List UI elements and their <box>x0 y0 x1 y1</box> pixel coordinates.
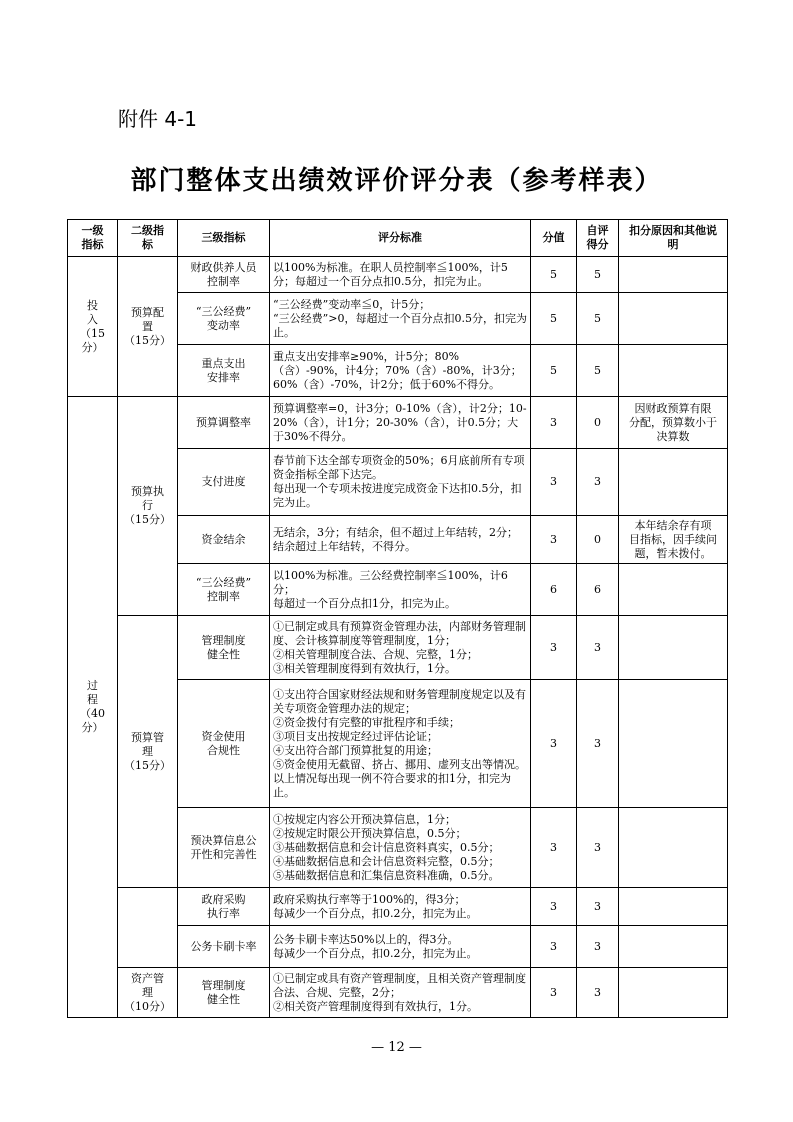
level3-cell: 政府采购 执行率 <box>178 888 270 926</box>
table-row <box>68 968 728 1018</box>
header-standard: 评分标准 <box>270 220 531 257</box>
note-cell: 本年结余存有项 目指标，因手续问 题，暂未拨付。 <box>619 516 728 564</box>
self-score-cell: 3 <box>577 808 619 888</box>
table-row <box>68 257 728 293</box>
header-deduct-reason: 扣分原因和其他说 明 <box>619 220 728 257</box>
level3-cell: 预决算信息公 开性和完善性 <box>178 808 270 888</box>
self-score-cell: 3 <box>577 968 619 1018</box>
score-cell: 5 <box>531 257 577 293</box>
header-level2: 二级指 标 <box>118 220 178 257</box>
self-score-cell: 6 <box>577 564 619 616</box>
score-cell: 3 <box>531 808 577 888</box>
note-cell <box>619 968 728 1018</box>
standard-cell: 政府采购执行率等于100%的，得3分； 每减少一个百分点，扣0.2分，扣完为止。 <box>270 888 531 926</box>
standard-cell: ①按规定内容公开预决算信息，1分； ②按规定时限公开预决算信息，0.5分； ③基础数据信息和会计信息资料真实，0.5分； ④基础数据信息和会计信息资料完整，0.5分； ⑤基础数据信息和汇集信息资料准确，0.5分。 <box>270 808 531 888</box>
attachment-label: 附件 4-1 <box>118 107 198 131</box>
score-cell: 3 <box>531 397 577 449</box>
page-number: — 12 — <box>371 1040 422 1055</box>
level3-cell: “三公经费” 控制率 <box>178 564 270 616</box>
score-cell: 5 <box>531 345 577 397</box>
level2-empty <box>118 888 178 968</box>
self-score-cell: 0 <box>577 516 619 564</box>
score-cell: 3 <box>531 616 577 680</box>
self-score-cell: 3 <box>577 680 619 808</box>
page-title: 部门整体支出绩效评价评分表（参考样表） <box>130 166 663 196</box>
standard-cell: “三公经费”变动率≦0，计5分； “三公经费”>0，每超过一个百分点扣0.5分，扣完为止。 <box>270 293 531 345</box>
note-cell: 因财政预算有限 分配，预算数小于 决算数 <box>619 397 728 449</box>
note-cell <box>619 888 728 926</box>
standard-cell: 春节前下达全部专项资金的50%；6月底前所有专项资金指标全部下达完。 每出现一个专项未按进度完成资金下达扣0.5分，扣完为止。 <box>270 449 531 516</box>
self-score-cell: 0 <box>577 397 619 449</box>
standard-cell: 公务卡刷卡率达50%以上的，得3分。 每减少一个百分点，扣0.2分，扣完为止。 <box>270 926 531 968</box>
note-cell <box>619 293 728 345</box>
level1-process: 过 程 （40 分） <box>68 397 118 1018</box>
score-cell: 3 <box>531 680 577 808</box>
header-level3: 三级指标 <box>178 220 270 257</box>
standard-cell: ①已制定或具有预算资金管理办法，内部财务管理制度、会计核算制度等管理制度，1分； ②相关管理制度合法、合规、完整，1分； ③相关管理制度得到有效执行，1分。 <box>270 616 531 680</box>
level3-cell: 管理制度 健全性 <box>178 616 270 680</box>
score-cell: 3 <box>531 968 577 1018</box>
score-cell: 3 <box>531 449 577 516</box>
self-score-cell: 5 <box>577 293 619 345</box>
level3-cell: “三公经费” 变动率 <box>178 293 270 345</box>
note-cell <box>619 449 728 516</box>
level3-cell: 财政供养人员 控制率 <box>178 257 270 293</box>
header-level1: 一级 指标 <box>68 220 118 257</box>
standard-cell: 重点支出安排率≥90%，计5分；80%（含）-90%，计4分；70%（含）-80%，计3分；60%（含）-70%，计2分；低于60%不得分。 <box>270 345 531 397</box>
standard-cell: 无结余，3分；有结余，但不超过上年结转，2分；结余超过上年结转，不得分。 <box>270 516 531 564</box>
level1-input: 投 入 （15 分） <box>68 257 118 397</box>
self-score-cell: 3 <box>577 449 619 516</box>
level3-cell: 预算调整率 <box>178 397 270 449</box>
score-cell: 5 <box>531 293 577 345</box>
level2-budget-mgmt: 预算管 理 （15分） <box>118 616 178 888</box>
level3-cell: 资金使用 合规性 <box>178 680 270 808</box>
standard-cell: 以100%为标准。在职人员控制率≦100%，计5分；每超过一个百分点扣0.5分，扣完为止。 <box>270 257 531 293</box>
note-cell <box>619 616 728 680</box>
level2-asset-mgmt: 资产管 理 （10分） <box>118 968 178 1018</box>
score-cell: 6 <box>531 564 577 616</box>
standard-cell: 以100%为标准。三公经费控制率≦100%，计6分； 每超过一个百分点扣1分，扣完为止。 <box>270 564 531 616</box>
level3-cell: 重点支出 安排率 <box>178 345 270 397</box>
standard-cell: ①已制定或具有资产管理制度，且相关资产管理制度合法、合规、完整，2分； ②相关资产管理制度得到有效执行，1分。 <box>270 968 531 1018</box>
note-cell <box>619 345 728 397</box>
standard-cell: 预算调整率=0，计3分；0-10%（含），计2分；10-20%（含），计1分；20-30%（含），计0.5分；大于30%不得分。 <box>270 397 531 449</box>
note-cell <box>619 257 728 293</box>
score-table <box>67 219 728 1018</box>
level3-cell: 资金结余 <box>178 516 270 564</box>
self-score-cell: 5 <box>577 345 619 397</box>
self-score-cell: 3 <box>577 616 619 680</box>
note-cell <box>619 564 728 616</box>
score-cell: 3 <box>531 926 577 968</box>
self-score-cell: 3 <box>577 926 619 968</box>
self-score-cell: 5 <box>577 257 619 293</box>
table-row <box>68 397 728 449</box>
header-score: 分值 <box>531 220 577 257</box>
level3-cell: 管理制度 健全性 <box>178 968 270 1018</box>
table-row <box>68 616 728 680</box>
level2-budget-exec: 预算执 行 （15分） <box>118 397 178 616</box>
level2-budget-config: 预算配 置 （15分） <box>118 257 178 397</box>
score-cell: 3 <box>531 516 577 564</box>
note-cell <box>619 926 728 968</box>
level3-cell: 支付进度 <box>178 449 270 516</box>
score-cell: 3 <box>531 888 577 926</box>
self-score-cell: 3 <box>577 888 619 926</box>
note-cell <box>619 680 728 808</box>
standard-cell: ①支出符合国家财经法规和财务管理制度规定以及有关专项资金管理办法的规定； ②资金拨付有完整的审批程序和手续； ③项目支出按规定经过评估论证； ④支出符合部门预算批复的用途； ⑤资金使用无截留、挤占、挪用、虚列支出等情况。以上情况每出现一例不符合要求的扣1分，扣完为止。 <box>270 680 531 808</box>
header-self-score: 自评 得分 <box>577 220 619 257</box>
table-row <box>68 888 728 926</box>
level3-cell: 公务卡刷卡率 <box>178 926 270 968</box>
header-row <box>68 220 728 257</box>
note-cell <box>619 808 728 888</box>
